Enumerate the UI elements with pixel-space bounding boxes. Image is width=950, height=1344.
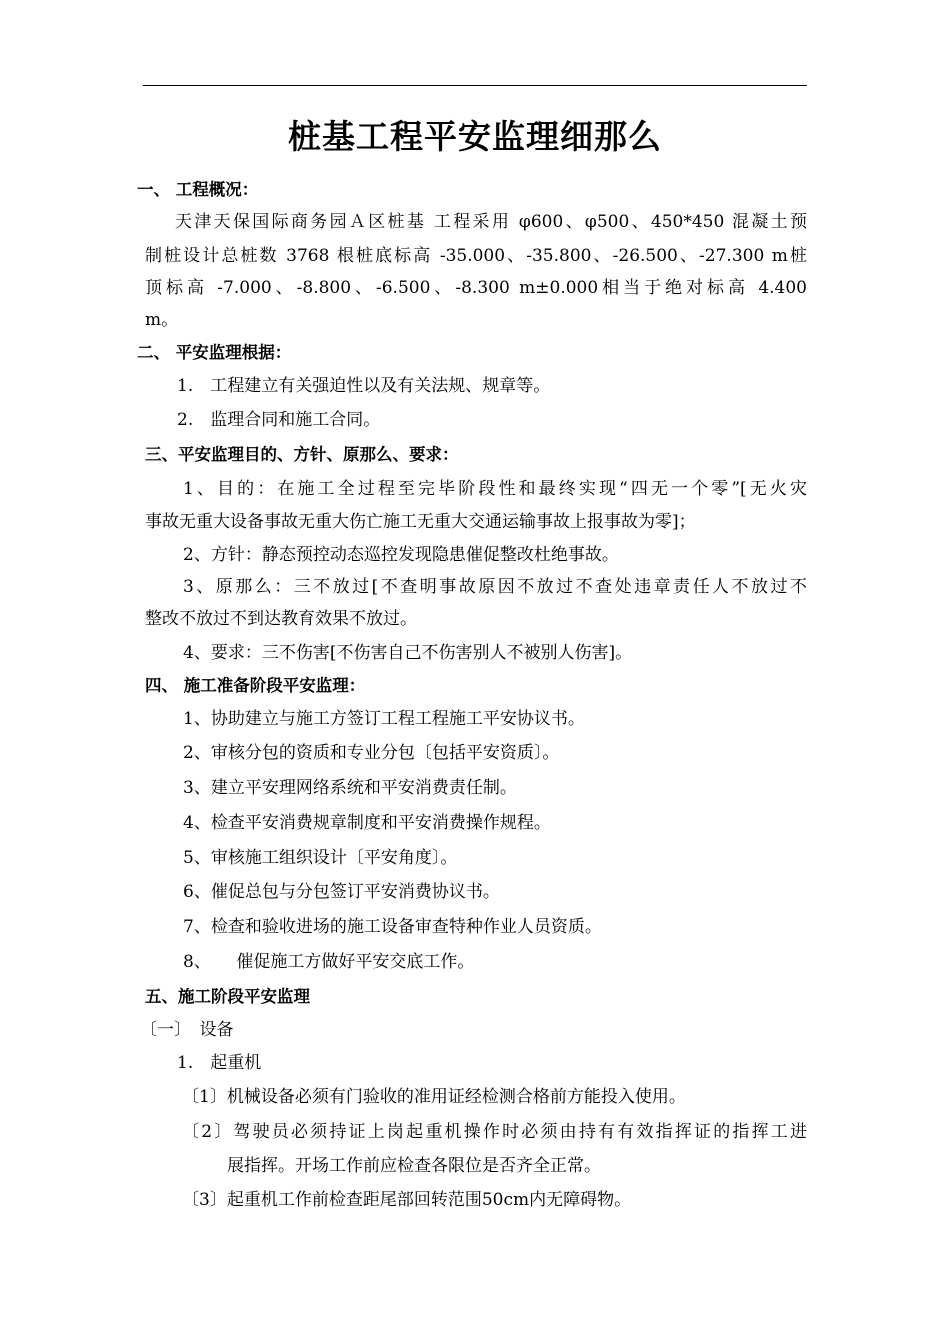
line-s5-p2b: 展指挥。开场工作前应检查各限位是否齐全正常。: [227, 1156, 601, 1176]
line-s1-heading: 一、 工程概况：: [137, 180, 259, 199]
line-s5-sub1: 〔一〕 设备: [140, 1020, 234, 1040]
line-s3-i3b: 整改不放过不到达教育效果不放过。: [145, 609, 417, 629]
line-s4-i4: 4、检查平安消费规章制度和平安消费操作规程。: [183, 813, 551, 833]
line-s1-p2: 制桩设计总桩数 3768 根桩底标高 -35.000、-35.800、-26.500、-27.300 m桩: [145, 246, 807, 266]
line-s5-p1: 〔1〕机械设备必须有门验收的准用证经检测合格前方能投入使用。: [182, 1087, 686, 1107]
line-s3-i2: 2、方针：静态预控动态巡控发现隐患催促整改杜绝事故。: [183, 545, 619, 565]
line-s4-i6: 6、催促总包与分包签订平安消费协议书。: [183, 882, 500, 902]
line-s3-i1b: 事故无重大设备事故无重大伤亡施工无重大交通运输事故上报事故为零]；: [145, 512, 696, 532]
line-s5-sub1-i1: 1. 起重机: [177, 1053, 262, 1073]
line-s5-heading: 五、施工阶段平安监理: [145, 987, 310, 1006]
line-s1-p3: 顶标高 -7.000、-8.800、-6.500、-8.300 m±0.000相当于绝对标高 4.400: [145, 278, 807, 298]
line-s4-i3: 3、建立平安理网络系统和平安消费责任制。: [183, 778, 517, 798]
line-s4-i7: 7、检查和验收进场的施工设备审查特种作业人员资质。: [183, 917, 602, 937]
line-s2-i2: 2. 监理合同和施工合同。: [177, 410, 381, 430]
line-s3-i1a: 1、目的：在施工全过程至完毕阶段性和最终实现“四无一个零”[无火灾: [183, 479, 807, 499]
line-s4-heading: 四、 施工准备阶段平安监理：: [145, 676, 366, 695]
line-s3-i4: 4、要求：三不伤害[不伤害自己不伤害别人不被别人伤害]。: [183, 643, 633, 663]
header-rule: [143, 85, 807, 86]
line-s4-i5: 5、审核施工组织设计〔平安角度〕。: [183, 848, 458, 868]
line-s4-i8: 8、 催促施工方做好平安交底工作。: [183, 952, 475, 972]
line-s3-heading: 三、平安监理目的、方针、原那么、要求：: [145, 445, 459, 464]
line-s3-i3a: 3、原那么：三不放过[不查明事故原因不放过不查处违章责任人不放过不: [183, 577, 807, 597]
line-s5-p3: 〔3〕起重机工作前检查距尾部回转范围50cm内无障碍物。: [182, 1190, 632, 1210]
line-s1-p4: m。: [145, 310, 179, 330]
line-s5-p2a: 〔2〕驾驶员必须持证上岗起重机操作时必须由持有有效指挥证的指挥工进: [182, 1122, 807, 1142]
document-title: 桩基工程平安监理细那么: [288, 117, 662, 156]
line-s2-i1: 1. 工程建立有关强迫性以及有关法规、规章等。: [177, 376, 551, 396]
line-s2-heading: 二、 平安监理根据：: [137, 343, 292, 362]
line-s4-i2: 2、审核分包的资质和专业分包〔包括平安资质〕。: [183, 743, 560, 763]
line-s1-p1: 天津天保国际商务园Ａ区桩基 工程采用 φ600、φ500、450*450 混凝土预: [175, 212, 807, 232]
line-s4-i1: 1、协助建立与施工方签订工程工程施工平安协议书。: [183, 709, 585, 729]
